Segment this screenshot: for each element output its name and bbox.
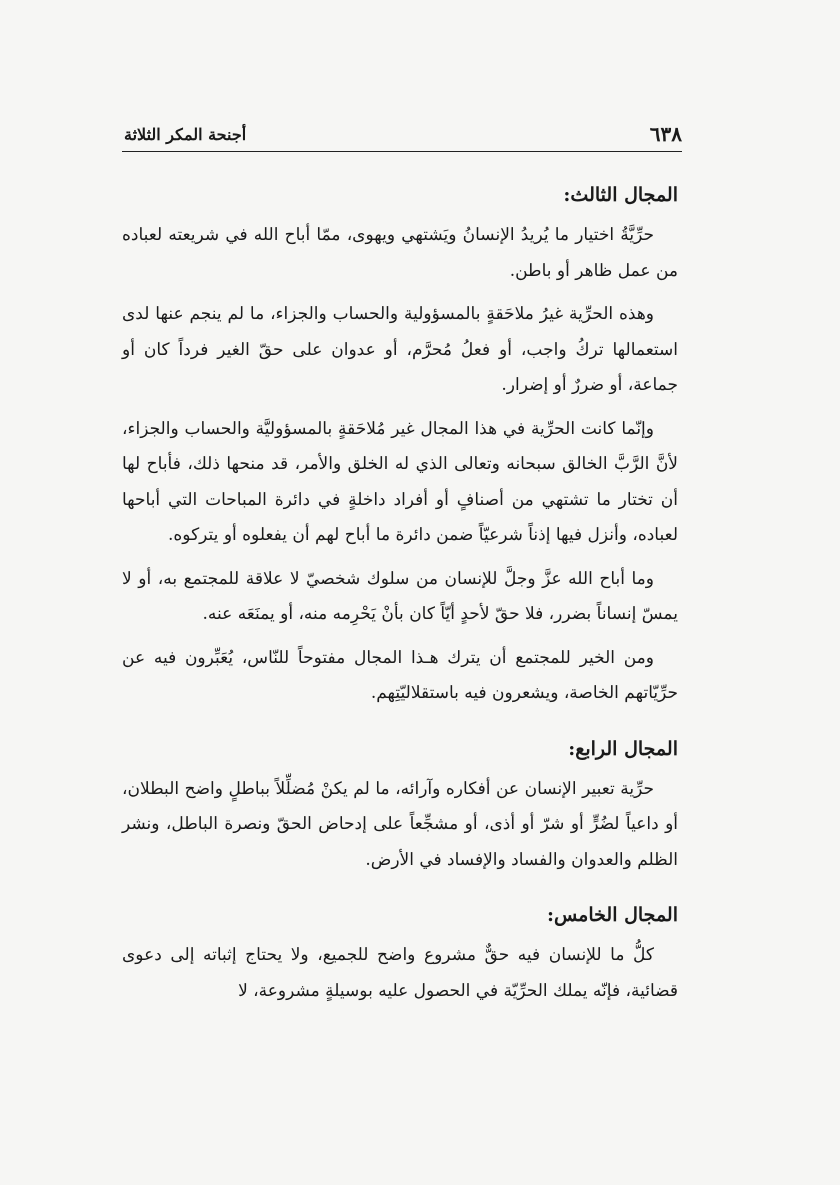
section-heading: المجال الثالث: bbox=[563, 184, 678, 206]
section-fifth-domain bbox=[122, 898, 678, 1009]
paragraph: حرِّيَّةُ اختيار ما يُريدُ الإنسانُ ويَشتهي ويهوى، ممّا أباح الله في شريعته لعباده من عمل ظاهر أو باطن. bbox=[122, 225, 678, 281]
section-fourth-domain bbox=[122, 732, 678, 879]
running-title: أجنحة المكر الثلاثة bbox=[124, 125, 247, 144]
section-third-domain bbox=[122, 178, 678, 712]
section-heading: المجال الخامس: bbox=[546, 904, 678, 926]
paragraph: وهذه الحرِّية غيرُ ملاحَقةٍ بالمسؤولية والحساب والجزاء، ما لم ينجم عنها لدى استعمالها تركُ واجب، أو فعلُ مُحرَّم، أو عدوان على حقّ الغير فرداً كان أو جماعة، أو ضررٌ أو إضرار. bbox=[122, 304, 678, 395]
header-divider bbox=[122, 151, 682, 152]
page-body bbox=[122, 178, 678, 1017]
paragraph: ومن الخير للمجتمع أن يترك هـذا المجال مفتوحاً للنّاس، يُعَبِّرون فيه عن حرِّيّاتهم الخاصة، ويشعرون فيه باستقلاليّتِهم. bbox=[122, 647, 678, 703]
page-header bbox=[122, 122, 682, 150]
page-number: ٦٣٨ bbox=[649, 122, 682, 146]
section-heading: المجال الرابع: bbox=[568, 737, 678, 760]
paragraph: حرِّية تعبير الإنسان عن أفكاره وآرائه، ما لم يكنْ مُضلِّلاً بباطلٍ واضح البطلان، أو داعياً لضُرٍّ أو شرّ أو أذى، أو مشجِّعاً على إدحاض الحقّ ونصرة الباطل، ونشر الظلم والعدوان والفساد والإفساد في الأرض. bbox=[122, 778, 678, 870]
paragraph: كلُّ ما للإنسان فيه حقٌّ مشروع واضح للجميع، ولا يحتاج إثباته إلى دعوى قضائية، فإنّه يملك الحرِّيّة في الحصول عليه بوسيلةٍ مشروعة، لا bbox=[122, 945, 678, 1001]
paragraph: وإنّما كانت الحرِّية في هذا المجال غير مُلاحَقةٍ بالمسؤوليَّة والحساب والجزاء، لأنَّ الرَّبَّ الخالق سبحانه وتعالى الذي له الخلق والأمر، قد منحها ذلك، فأباح لها أن تختار ما تشتهي من أصنافٍ أو أفراد داخلةٍ في دائرة المباحات التي أباحها لعباده، وأنزل فيها إذناً شرعيّاً ضمن دائرة ما أباح لهم أن يفعلوه أو يتركوه. bbox=[122, 418, 678, 545]
paragraph: وما أباح الله عزَّ وجلَّ للإنسان من سلوك شخصيّ لا علاقة للمجتمع به، أو لا يمسّ إنساناً بضرر، فلا حقّ لأحدٍ أيّاً كان بأنْ يَحْرِمه منه، أو يمنَعَه عنه. bbox=[122, 568, 678, 624]
